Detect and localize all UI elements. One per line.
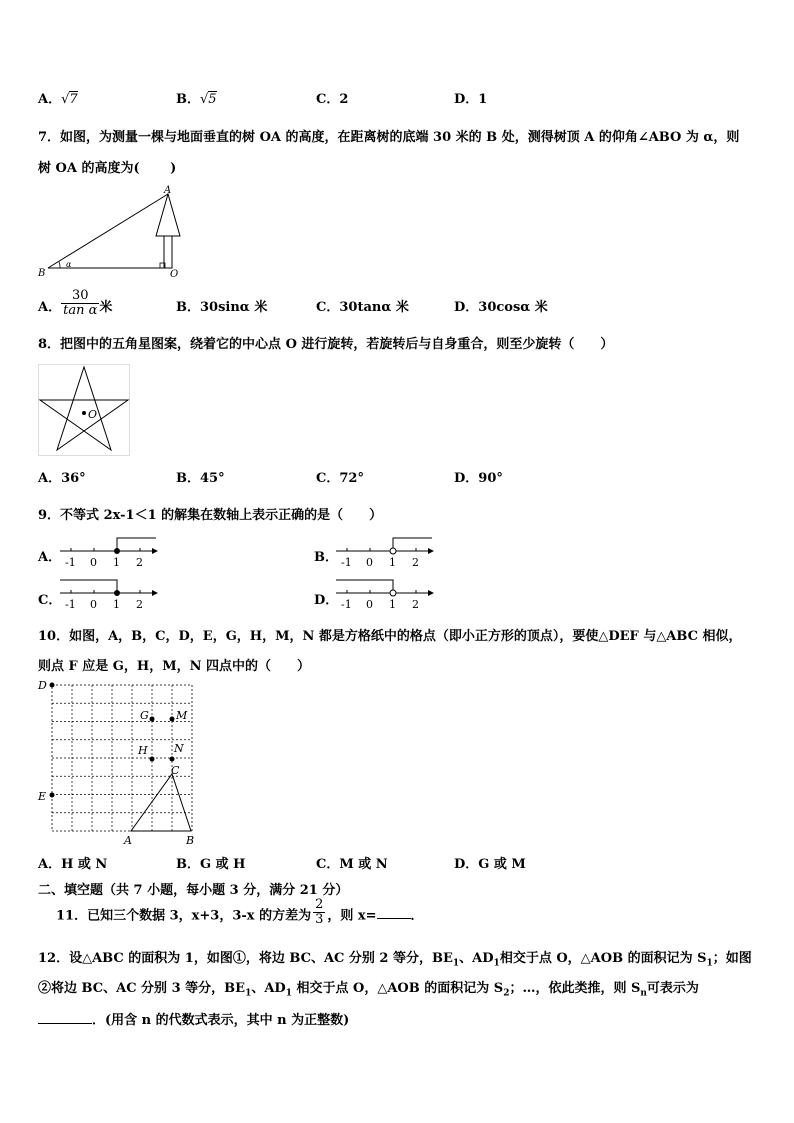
q6-option-a: A．√7 — [38, 92, 78, 107]
q9-numberline-b — [334, 534, 438, 572]
axis-arrow — [152, 548, 158, 554]
triangle-abc — [131, 774, 191, 831]
sqrt-symbol: √ — [200, 92, 209, 107]
svg-text:2: 2 — [136, 598, 143, 611]
svg-text:-1: -1 — [341, 598, 352, 611]
solution-ray — [117, 538, 156, 551]
point-h — [150, 757, 155, 762]
q7-option-c: C．30tanα 米 — [316, 300, 409, 315]
q12-text-line1: 12．设△ABC 的面积为 1，如图①，将边 BC、AC 分别 2 等分，$BE_1$、$AD_1$相交于点 O，△AOB 的面积记为 $S_1$；如图 — [38, 951, 752, 969]
point-g — [150, 717, 155, 722]
q10-option-a: A．H 或 N — [38, 857, 108, 872]
q12-text-line3: ．(用含 n 的代数式表示，其中 n 为正整数) — [38, 1009, 349, 1028]
hollow-point — [390, 548, 396, 554]
q7-text-line2: 树 OA 的高度为( ) — [38, 161, 177, 176]
q10-option-d: D．G 或 M — [454, 857, 526, 872]
q7-option-b: B．30sinα 米 — [176, 300, 268, 315]
label-c: C — [171, 764, 180, 777]
q10-option-c: C．M 或 N — [316, 857, 388, 872]
q9-option-b-label: B． — [314, 550, 338, 565]
q6-option-b: B．√5 — [176, 92, 217, 107]
svg-text:2: 2 — [412, 556, 419, 569]
svg-text:1: 1 — [113, 556, 120, 569]
svg-text:-1: -1 — [341, 556, 352, 569]
q7-sight-line — [48, 194, 168, 268]
q9-option-d-label: D． — [314, 593, 339, 608]
q7-label-alpha: α — [66, 260, 72, 269]
point-m — [170, 717, 175, 722]
solution-ray — [393, 538, 432, 548]
solution-ray — [336, 580, 393, 590]
svg-text:2: 2 — [412, 598, 419, 611]
q10-text-line2: 则点 F 应是 G，H，M，N 四点中的（ ） — [38, 659, 310, 674]
label-g: G — [140, 709, 149, 722]
q6-option-d: D．1 — [454, 92, 488, 107]
q7-option-d: D．30cosα 米 — [454, 300, 548, 315]
q8-frame — [39, 365, 130, 456]
q9-numberline-d — [334, 576, 438, 614]
q7-label-o: O — [170, 269, 179, 280]
q8-star-figure — [38, 364, 130, 456]
q7-angle-arc — [59, 262, 60, 268]
hollow-point — [390, 590, 396, 596]
q9-text: 9．不等式 2x-1＜1 的解集在数轴上表示正确的是（ ） — [38, 508, 383, 523]
label-a: A — [124, 834, 132, 847]
q8-option-b: B．45° — [176, 471, 225, 486]
q7-tree-crown — [156, 194, 180, 236]
label-h: H — [138, 744, 148, 757]
label-d: D — [38, 679, 47, 692]
q8-text: 8．把图中的五角星图案，绕着它的中心点 O 进行旋转，若旋转后与自身重合，则至少旋转（ ） — [38, 337, 614, 352]
q6-option-c: C．2 — [316, 92, 349, 107]
q9-option-a-label: A． — [38, 550, 62, 565]
point-n — [170, 757, 175, 762]
q8-option-a: A．36° — [38, 471, 86, 486]
svg-text:0: 0 — [366, 598, 373, 611]
svg-text:0: 0 — [90, 598, 97, 611]
q8-option-c: C．72° — [316, 471, 364, 486]
q12-text-line2: ②将边 BC、AC 分别 3 等分，$BE_1$、$AD_1$ 相交于点 O，△AOB 的面积记为 $S_2$；…，依此类推，则 $S_n$可表示为 — [38, 981, 699, 999]
answer-blank[interactable] — [38, 1023, 92, 1024]
q8-center-dot — [82, 411, 86, 415]
label-e: E — [38, 790, 47, 803]
q7-option-a: A． $\frac{30}{\text{tan α}}$ 米 — [38, 287, 113, 318]
q9-numberline-a — [58, 534, 162, 572]
q7-label-a: A — [164, 185, 172, 196]
q10-text-line1: 10．如图，A，B，C，D，E，G，H，M，N 都是方格纸中的格点（即小正方形的顶点），要使△DEF 与△ABC 相似， — [38, 629, 742, 644]
svg-text:1: 1 — [389, 598, 396, 611]
sqrt-symbol: √ — [61, 92, 70, 107]
q10-grid-figure — [36, 676, 206, 848]
label-b: B — [186, 834, 195, 847]
answer-blank[interactable] — [377, 918, 411, 919]
q10-option-b: B．G 或 H — [176, 857, 246, 872]
point-e — [50, 793, 55, 798]
q7-text-line1: 7．如图，为测量一棵与地面垂直的树 OA 的高度，在距离树的底端 30 米的 B 处，测得树顶 A 的仰角∠ABO 为 α，则 — [38, 130, 740, 145]
point-d — [50, 683, 55, 688]
svg-text:0: 0 — [366, 556, 373, 569]
q9-option-c-label: C． — [38, 593, 62, 608]
q8-option-d: D．90° — [454, 471, 503, 486]
svg-text:-1: -1 — [65, 598, 76, 611]
q8-label-o: O — [88, 408, 98, 421]
q8-star — [40, 367, 128, 450]
solution-ray — [60, 580, 117, 593]
svg-text:-1: -1 — [65, 556, 76, 569]
q7-figure — [36, 184, 186, 280]
svg-text:1: 1 — [389, 556, 396, 569]
svg-text:0: 0 — [90, 556, 97, 569]
svg-text:2: 2 — [136, 556, 143, 569]
q9-numberline-c — [58, 576, 162, 614]
label-n: N — [174, 742, 184, 755]
svg-text:1: 1 — [113, 598, 120, 611]
label-m: M — [176, 709, 188, 722]
q11-text: 11．已知三个数据 3，x+3，3-x 的方差为 $\frac{2}{3}$ ，则 x= ． — [56, 897, 424, 928]
section-heading: 二、填空题（共 7 小题，每小题 3 分，满分 21 分） — [38, 883, 349, 898]
q7-label-b: B — [38, 268, 46, 279]
